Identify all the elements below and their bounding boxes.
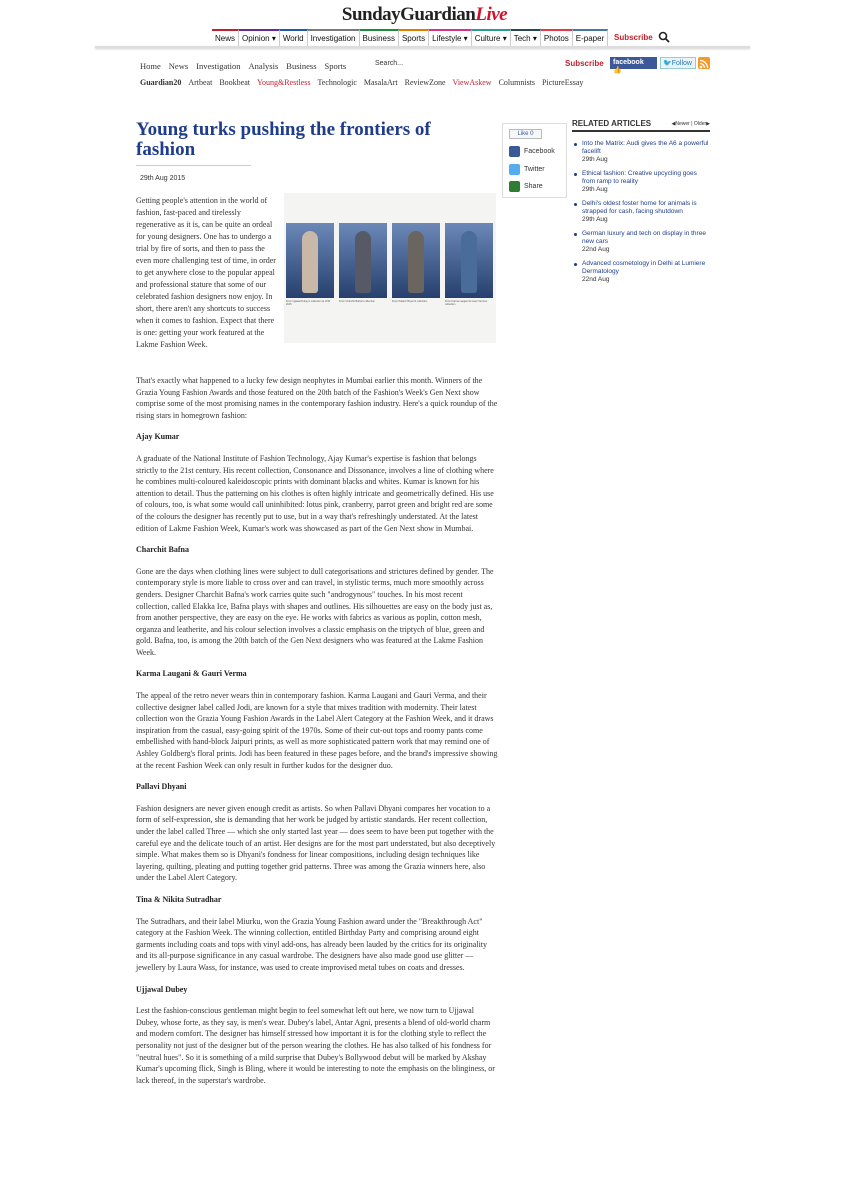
section-heading-pallavi-dhyani: Pallavi Dhyani [136, 782, 187, 792]
subnav-investigation[interactable]: Investigation [196, 61, 241, 71]
photo-caption-3: From Pallavi Dhyani's collection [392, 300, 428, 303]
rss-icon[interactable] [698, 57, 710, 69]
model-photo-4 [445, 223, 493, 298]
related-item[interactable] [572, 260, 710, 284]
section-heading-ajay-kumar: Ajay Kumar [136, 432, 180, 442]
related-item-date: 29th Aug [582, 216, 608, 223]
subnav-bookbeat[interactable]: Bookbeat [219, 78, 251, 87]
related-item-date: 29th Aug [582, 186, 608, 193]
section-text-karma-gauri: The appeal of the retro never wears thin in contemporary fashion. Karma Laugani and Gauri Verma, and their collective designer label called Jodi, are known for a style that mixes tradition with modernity. Their latest collection won the Grazia Young Fashion Awards in the Label Alert Category at the Fashion Week, and it draws inspiration from the casual, easy-going spirit of the 1970s. Some of their cut-out tops and roomy pants come embellished with hand-block Jaipuri prints, as well as more sophisticated pattern work that may remind one of Ashley Goldberg's floral prints. Jodi has been featured in these pages before, and the brand's impressive showing at the recent Fashion Week can only result in further kudos for the designer duo. [136, 691, 498, 770]
logo-live-text: Live [475, 4, 508, 25]
subnav-guardian20[interactable]: Guardian20 [140, 78, 182, 87]
article-intro: That's exactly what happened to a lucky few design neophytes in Mumbai earlier this month. Winners of the Grazia Young Fashion Awards and those featured on the 20th batch of the Fashion's Week's Gen Next show comprise some of the most promising names in the contemporary fashion industry. Here's a quick roundup of the rising stars in homegrown fashion: [136, 376, 498, 420]
article-photo[interactable] [284, 193, 496, 343]
search-input[interactable]: Search... [375, 60, 404, 67]
related-item-title[interactable]: Into the Matrix: Audi gives the A6 a powerful facelift [582, 140, 709, 155]
related-heading [572, 119, 710, 132]
article-title: Young turks pushing the frontiers of fashion [136, 119, 431, 160]
model-photo-2 [339, 223, 387, 298]
logo-text: SundayGuardian [341, 4, 476, 25]
facebook-like-button[interactable]: Like 0 [509, 129, 542, 139]
related-articles [572, 119, 710, 290]
share-icon [509, 181, 520, 192]
subnav-home[interactable]: Home [140, 61, 161, 71]
related-pagination[interactable]: ◀Newer | Older▶ [671, 121, 710, 127]
section-text-sutradhar: The Sutradhars, and their label Miurku, won the Grazia Young Fashion award under the "Breakthrough Act" category at the Fashion Week. The winning collection, entitled Birthday Party and comprising around eight garments including coats and tops with vinyl add-ons, has already been lauded by the critics for its originality and its all-purpose significance in any casual wardrobe. The designers have also made good use glitter — jewellery by Laura Wass, for instance, was used to create improvised metal tubes on coats and dresses. [136, 916, 488, 972]
site-logo[interactable] [0, 4, 849, 26]
twitter-follow-label: Follow [671, 60, 692, 67]
section-text-pallavi-dhyani: Fashion designers are never given enough credit as artists. So when Pallavi Dhyani compares her vocation to a form of self-expression, she is demanding that her work be judged by artistic standards. Her recent collection, under the label called Three — which she only started last year — does seem to have been put together with the careful eye and the delicate touch of an artist. Her designs are for the most part understated, but also deceptively simple. What makes them so is Dhyani's fondness for linear compositions, including design techniques like layering, quilting, pleating and putting together grid patterns. Three was among the Grazia winners here, also under the Label Alert Category. [136, 803, 496, 883]
photo-caption-4: From Karma Laugani & Gauri Verma's collection [445, 300, 488, 306]
related-item[interactable] [572, 140, 710, 164]
topnav-opinion[interactable]: Opinion ▾ [239, 29, 280, 47]
facebook-label: facebook [613, 59, 644, 66]
section-text-ajay-kumar: A graduate of the National Institute of Fashion Technology, Ajay Kumar's expertise is fashion that belongs strictly to the 21st century. His recent collection, Consonance and Dissonance, involves a line of clothing where he combines multi-coloured kaleidoscopic prints with dominant blacks and whites. Kumar is known for his attention to detail. Thus the patterning on his clothes is often highly intricate and geometrically defined. His use of colours, too, is what some would call uninhibited: lotus pink, cranberry, parrot green and bright red are some of the colours the designer has recently put to use, but in a way that's refreshingly understated. At the latest edition of Lakme Fashion Week, Kumar's work was showcased as part of the Gen Next show in Mumbai. [136, 453, 494, 533]
share-twitter[interactable] [509, 164, 545, 175]
subnav-business[interactable]: Business [286, 61, 317, 71]
section-heading-ujjawal-dubey: Ujjawal Dubey [136, 984, 188, 994]
topnav-tech[interactable]: Tech ▾ [511, 29, 541, 47]
photo-caption-1: From Ujjawal Dubey's collection at LFW 2015 [286, 300, 331, 306]
title-divider [136, 165, 251, 166]
photo-caption-2: From Charchit Bafna's collection [339, 300, 375, 303]
section-navigation [140, 78, 583, 87]
share-widget [502, 123, 567, 198]
article-body [136, 375, 498, 1096]
related-item[interactable] [572, 230, 710, 254]
related-item-title[interactable]: Advanced cosmetology in Delhi at Lumiere Dermatology [582, 260, 706, 275]
topnav-world[interactable]: World [280, 29, 308, 47]
article-date: 29th Aug 2015 [140, 175, 186, 182]
like-thumb-icon: 👍 [613, 67, 622, 74]
twitter-bird-icon: 🐦 [663, 60, 672, 67]
related-item-date: 22nd Aug [582, 276, 610, 283]
related-heading-text: RELATED ARTICLES [572, 119, 652, 128]
subnav-technologic[interactable]: Technologic [317, 78, 357, 87]
share-facebook[interactable] [509, 146, 555, 157]
share-facebook-label: Facebook [524, 148, 555, 155]
twitter-follow-button[interactable] [660, 57, 696, 69]
subnav-masalaart[interactable]: MasalaArt [363, 78, 398, 87]
topnav-lifestyle[interactable]: Lifestyle ▾ [429, 29, 472, 47]
topnav-news[interactable]: News [212, 29, 239, 47]
twitter-icon [509, 164, 520, 175]
related-item-title[interactable]: German luxury and tech on display in three new cars [582, 230, 706, 245]
topnav-business[interactable]: Business [360, 29, 399, 47]
secondary-navigation [140, 61, 346, 71]
related-item[interactable] [572, 170, 710, 194]
article-lead-paragraph: Getting people's attention in the world of fashion, fast-paced and tirelessly regenerative as it is, can be quite an ordeal for young designers. One has to undergo a trial by fire of sorts, and then to pass the even more challenging test of time, in order to get anywhere close to the popular appeal and professional stature that some of our celebrated fashion designers now enjoy. In short, there aren't any shortcuts to success when it comes to fashion. Expect that there is one: getting your work featured at the Lakme Fashion Week. [136, 196, 276, 349]
model-photo-3 [392, 223, 440, 298]
section-heading-charchit-bafna: Charchit Bafna [136, 545, 189, 555]
related-item-date: 29th Aug [582, 156, 608, 163]
topnav-epaper[interactable]: E-paper [573, 29, 608, 47]
related-item-date: 22nd Aug [582, 246, 610, 253]
section-text-charchit-bafna: Gone are the days when clothing lines were subject to dull categorisations and strictures defined by gender. The contemporary style is more liable to cross over and can travel, in stylistic terms, much more smoothly across genders. Designer Charchit Bafna's work carries quite such "androgynous" touches. In his most recent collection, called Elakka Ice, Bafna plays with shapes and outlines. His silhouettes are easy on the body just as, from another perspective, they are easy on the eye. He works with fabrics as various as poplin, cotton mesh, organza and leatherite, and his colour selection involves a classic emphasis on the triptych of blue, green and gold. Bafna, too, is among the 20th batch of the Gen Next designers who was featured at the Lakme Fashion Week. [136, 566, 494, 657]
share-generic-label: Share [524, 183, 543, 190]
section-heading-karma-gauri: Karma Laugani & Gauri Verma [136, 669, 247, 679]
related-item-title[interactable]: Ethical fashion: Creative upcycling goes from ramp to reality [582, 170, 697, 185]
topnav-culture[interactable]: Culture ▾ [472, 29, 511, 47]
subscribe-link-top[interactable]: Subscribe [614, 33, 653, 42]
facebook-icon [509, 146, 520, 157]
top-navigation [212, 29, 608, 47]
subnav-viewaskew[interactable]: ViewAskew [452, 78, 492, 87]
subnav-columnists[interactable]: Columnists [498, 78, 536, 87]
subnav-artbeat[interactable]: Artbeat [188, 78, 213, 87]
header-divider [95, 46, 750, 48]
topnav-sports[interactable]: Sports [399, 29, 429, 47]
subnav-reviewzone[interactable]: ReviewZone [404, 78, 446, 87]
subscribe-link[interactable]: Subscribe [565, 59, 604, 68]
related-list [572, 140, 710, 284]
facebook-button[interactable] [610, 57, 657, 74]
section-text-ujjawal-dubey: Lest the fashion-conscious gentleman might begin to feel somewhat left out here, we now turn to Ujjawal Dubey, whose forte, as they say, is men's wear. Dubey's label, Antar Agni, presents a blend of old-world charm and modern comfort. The designer has himself stressed how important it is for the clothing style to reflect the personality not just of the designer but of the person wearing the clothes. He has also talked of his fondness for "neutral hues". So it is something of a mild surprise that Dubey's Bollywood debut will be marked by Akshay Kumar's upcoming flick, Singh is Bling, where it would be interesting to note the emphasis on the blinginess, or lack thereof, in the superstar's wardrobe. [136, 1006, 495, 1085]
topnav-photos[interactable]: Photos [541, 29, 573, 47]
subnav-sports[interactable]: Sports [324, 61, 347, 71]
subnav-news[interactable]: News [168, 61, 189, 71]
subnav-pictureessay[interactable]: PictureEssay [542, 78, 584, 87]
model-photo-1 [286, 223, 334, 298]
subnav-young-restless[interactable]: Young&Restless [257, 78, 311, 87]
related-item[interactable] [572, 200, 710, 224]
related-item-title[interactable]: Delhi's oldest foster home for animals is strapped for cash, facing shutdown [582, 200, 697, 215]
subnav-analysis[interactable]: Analysis [248, 61, 279, 71]
section-heading-sutradhar: Tina & Nikita Sutradhar [136, 894, 222, 904]
share-twitter-label: Twitter [524, 166, 545, 173]
topnav-investigation[interactable]: Investigation [308, 29, 360, 47]
share-generic[interactable] [509, 181, 543, 192]
